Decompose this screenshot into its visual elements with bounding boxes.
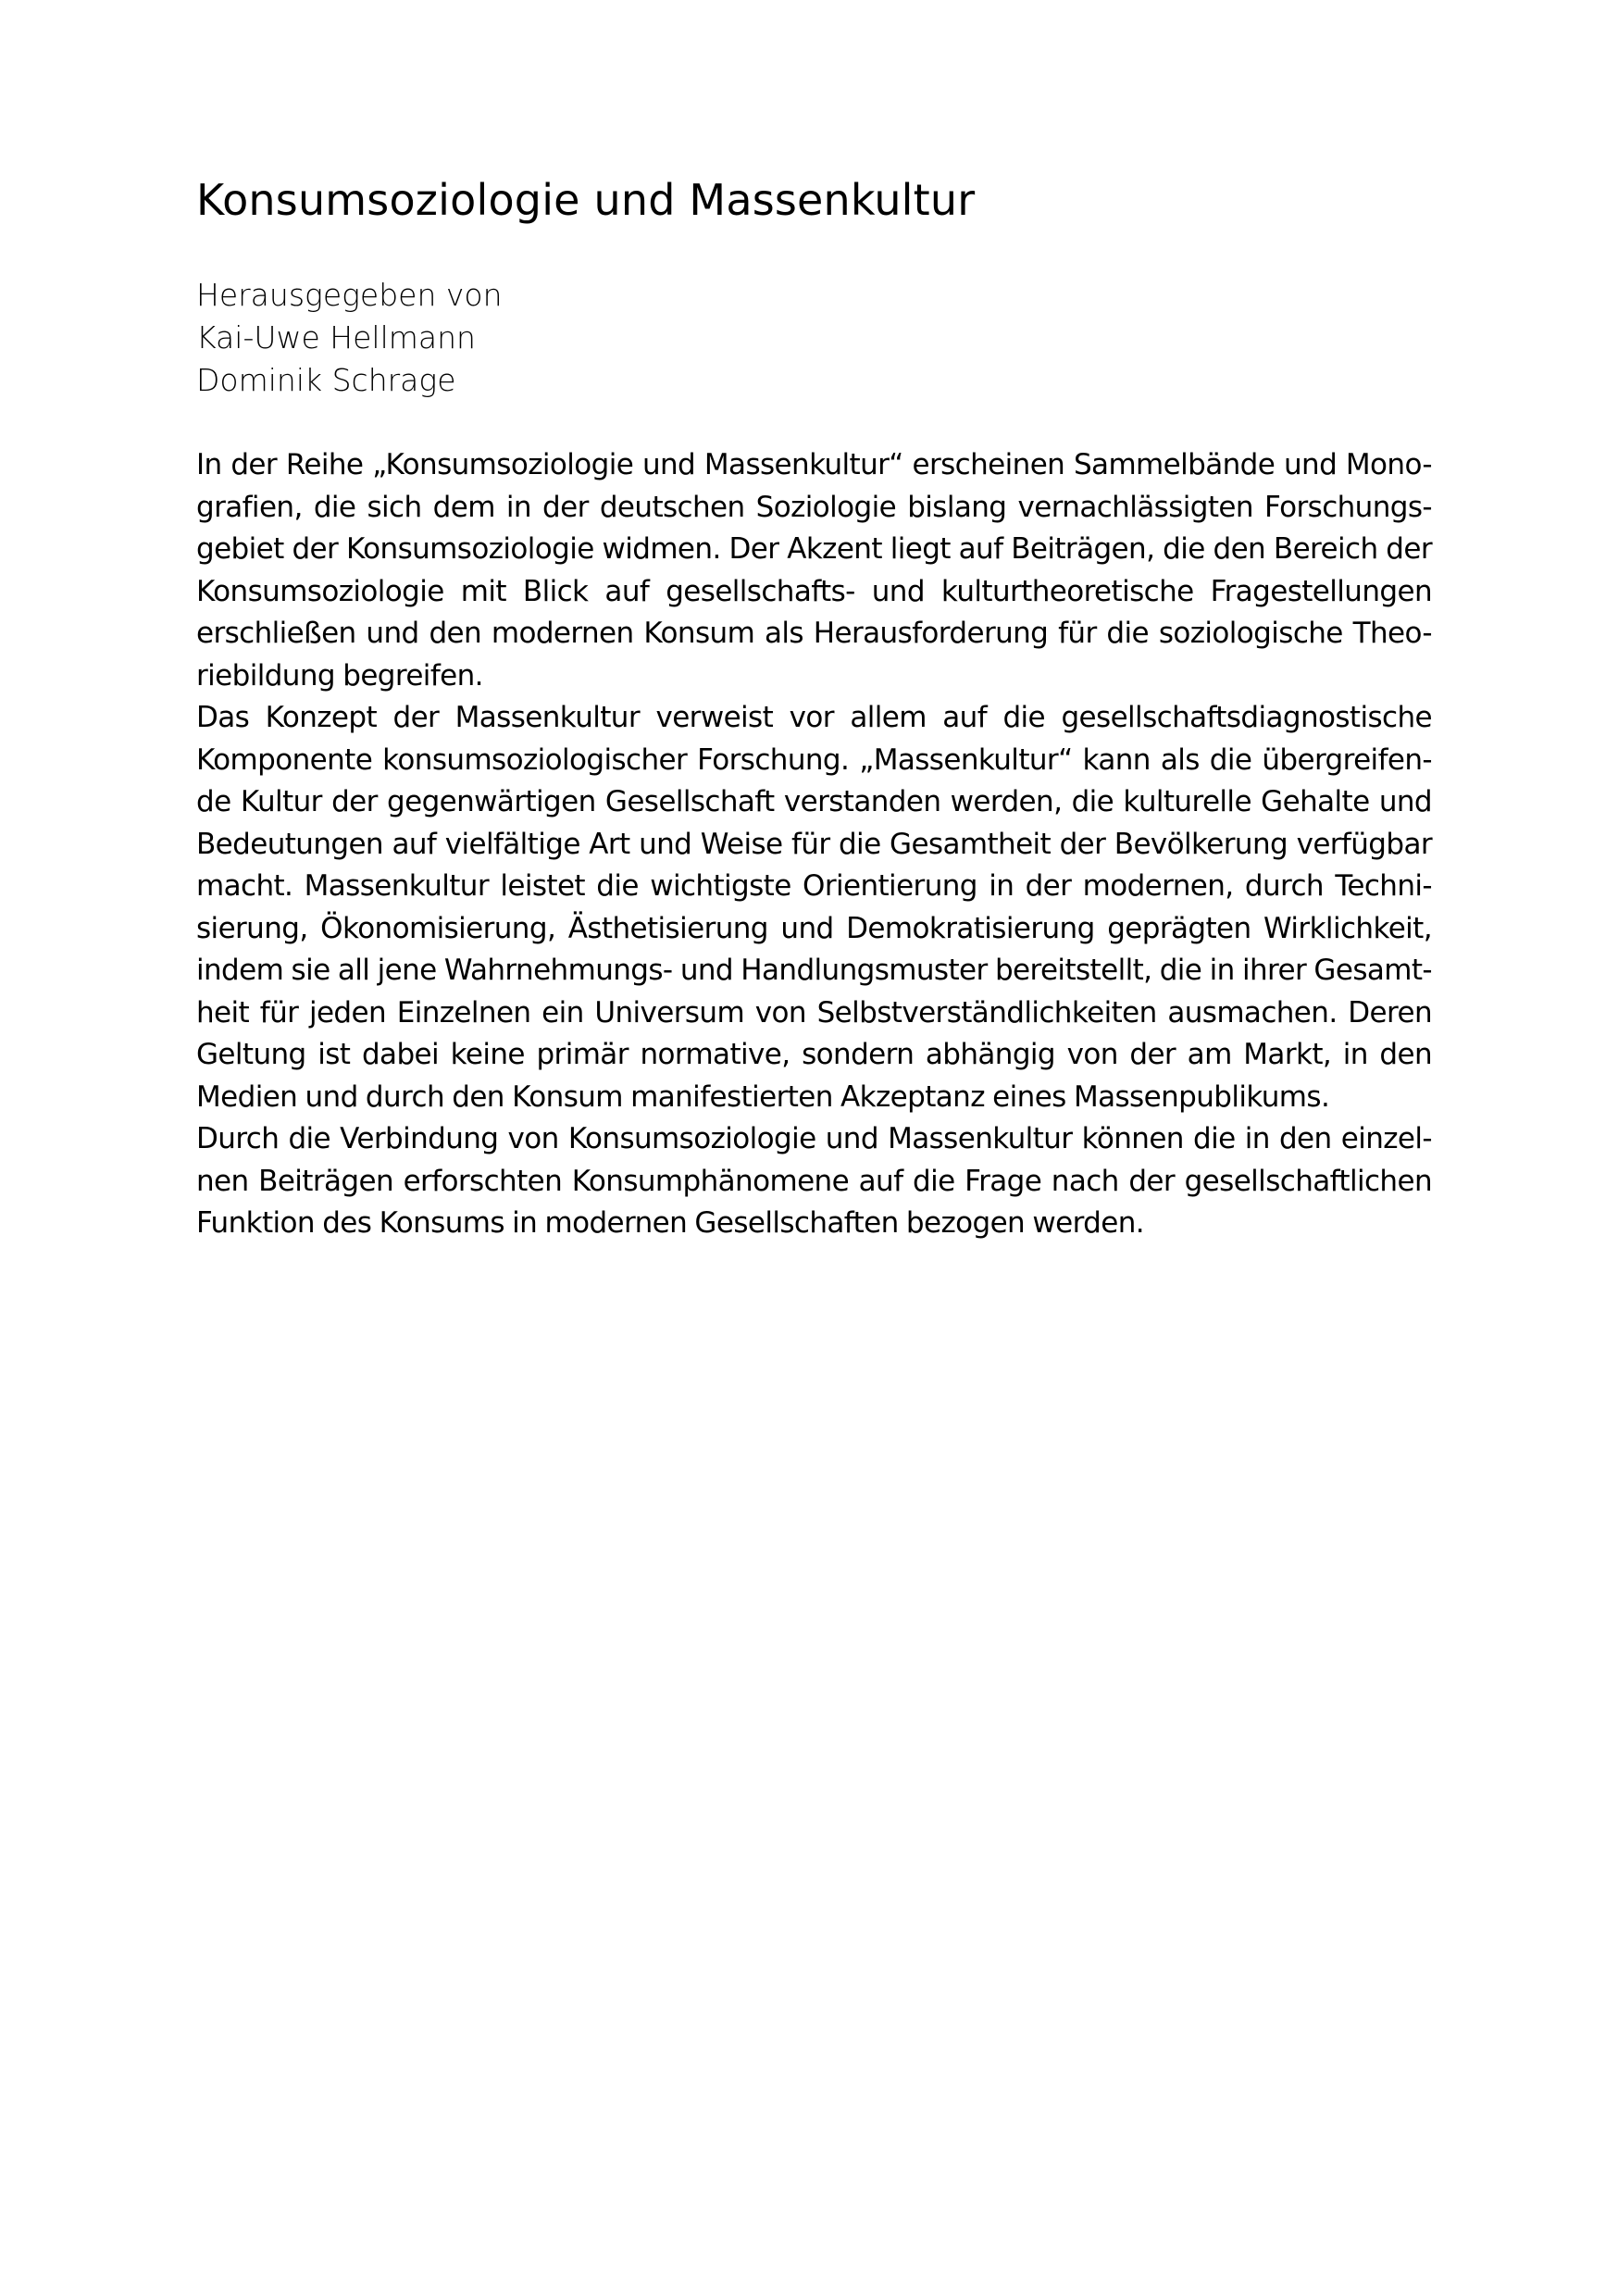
body-line: In der Reihe „Konsumsoziologie und Massenkultur“ erscheinen Sammelbände und Mono- (196, 448, 1432, 481)
body-line: Konsumsoziologie mit Blick auf gesellschafts- und kulturtheoretische Fragestellungen (196, 574, 1432, 608)
editors-block (196, 274, 503, 402)
body-line: Bedeutungen auf vielfältige Art und Weise für die Gesamtheit der Bevölkerung verfügbar (196, 827, 1432, 861)
body-line: sierung, Ökonomisierung, Ästhetisierung und Demokratisierung geprägten Wirklichkeit, (196, 911, 1432, 945)
editor-name: Kai-Uwe Hellmann (196, 319, 476, 356)
body-line: de Kultur der gegenwärtigen Gesellschaft verstanden werden, die kulturelle Gehalte und (196, 785, 1432, 818)
body-line: erschließen und den modernen Konsum als Herausforderung für die soziologische Theo- (196, 617, 1432, 650)
editors-label: Herausgegeben von (196, 277, 503, 313)
body-line: Komponente konsumsoziologischer Forschung. „Massenkultur“ kann als die übergreifen- (196, 742, 1432, 777)
body-line: macht. Massenkultur leistet die wichtigste Orientierung in der modernen, durch Techni- (196, 869, 1432, 903)
editor-name: Dominik Schrage (196, 362, 456, 398)
body-line: Das Konzept der Massenkultur verweist vor allem auf die gesellschaftsdiagnostische (196, 701, 1432, 734)
body-line: heit für jeden Einzelnen ein Universum von Selbstverständlichkeiten ausmachen. Deren (196, 995, 1432, 1029)
body-line: Funktion des Konsums in modernen Gesellschaften bezogen werden. (196, 1206, 1145, 1240)
body-line: Geltung ist dabei keine primär normative, sondern abhängig von der am Markt, in den (196, 1038, 1432, 1071)
body-line: Medien und durch den Konsum manifestierten Akzeptanz eines Massenpublikums. (196, 1079, 1330, 1114)
body-line: Durch die Verbindung von Konsumsoziologie und Massenkultur können die in den einzel- (196, 1122, 1432, 1155)
body-line: nen Beiträgen erforschten Konsumphänomene auf die Frage nach der gesellschaftlichen (196, 1164, 1432, 1198)
body-line: gebiet der Konsumsoziologie widmen. Der Akzent liegt auf Beiträgen, die den Bereich der (196, 532, 1432, 566)
series-description (196, 444, 1432, 1245)
body-line: grafien, die sich dem in der deutschen Soziologie bislang vernachlässigten Forschungs- (196, 490, 1432, 524)
series-title: Konsumsoziologie und Massenkultur (196, 175, 976, 225)
body-line: riebildung begreifen. (196, 658, 483, 693)
body-line: indem sie all jene Wahrnehmungs- und Handlungsmuster bereitstellt, die in ihrer Gesamt- (196, 954, 1432, 987)
